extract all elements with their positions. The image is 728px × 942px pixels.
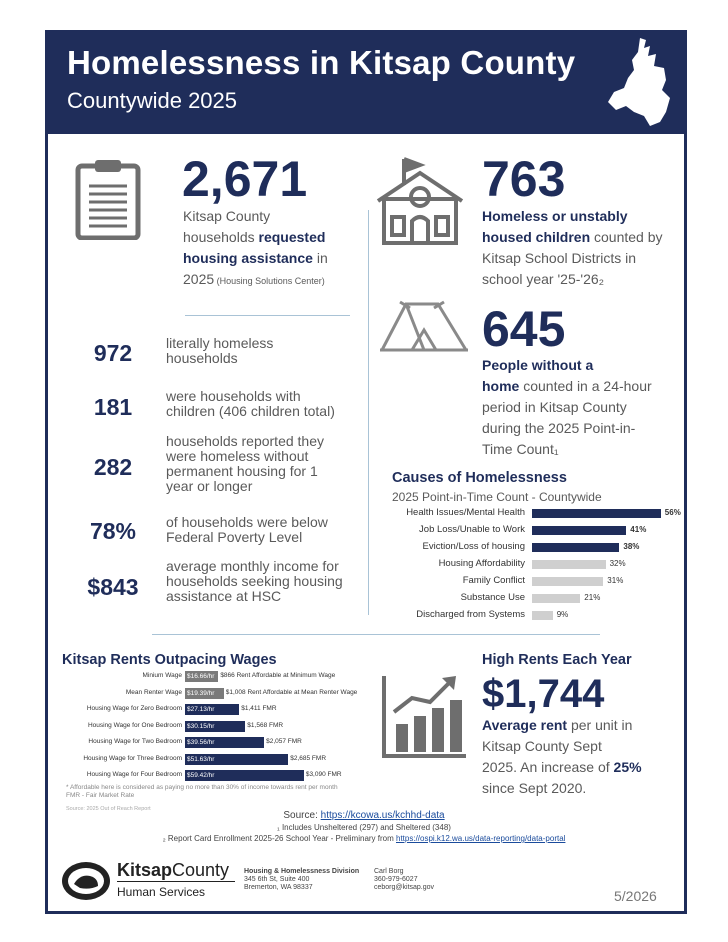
stat-number: 181 — [93, 394, 133, 420]
vertical-divider — [368, 210, 369, 615]
cause-value-label: 31% — [607, 576, 624, 585]
cause-value-label: 38% — [623, 542, 640, 551]
tent-icon — [378, 300, 470, 354]
causes-title: Causes of Homelessness — [392, 470, 567, 486]
high-rents-title: High Rents Each Year — [482, 652, 632, 668]
source-line: Source: https://kcowa.us/kchhd-data — [283, 810, 445, 821]
rent-row — [62, 736, 402, 750]
stat-text: of households were below Federal Poverty Level — [166, 514, 328, 545]
pit-description: People without a home counted in a 24-hour period in Kitsap County during the 2025 Point-in- Time Count₁ — [482, 357, 652, 457]
cause-row — [392, 506, 682, 521]
cause-row — [392, 523, 682, 538]
cause-bar — [532, 509, 661, 518]
cause-bar — [532, 543, 619, 552]
rent-bar: $51.63/hr — [185, 754, 288, 765]
rent-annotation: $1,008 Rent Affordable at Mean Renter Wage — [225, 688, 358, 696]
rent-bar: $39.56/hr — [185, 737, 264, 748]
rent-label: Housing Wage for Zero Bedroom — [86, 705, 182, 712]
cause-row — [392, 591, 682, 606]
rent-bar: $59.42/hr — [185, 770, 304, 781]
divider — [152, 634, 600, 635]
cause-label: Health Issues/Mental Health — [406, 507, 525, 518]
contact-info: Carl Borg 360-979-6027 ceborg@kitsap.gov — [374, 868, 435, 891]
rent-label: Housing Wage for Two Bedroom — [88, 738, 182, 745]
households-number: 2,671 — [182, 151, 308, 207]
children-description: Homeless or unstably housed children counted by Kitsap School Districts in school year '25-'26₂ — [482, 208, 663, 287]
stat-text: average monthly income for households seeking housing assistance at HSC — [166, 558, 343, 604]
cause-bar — [532, 526, 626, 535]
stat-number: $843 — [87, 574, 139, 600]
cause-label: Eviction/Loss of housing — [422, 541, 525, 552]
avg-rent-amount: $1,744 — [482, 672, 605, 716]
rents-source: Source: 2025 Out of Reach Report — [66, 806, 151, 812]
cause-bar — [532, 560, 606, 569]
school-icon — [374, 155, 466, 247]
rents-title: Kitsap Rents Outpacing Wages — [62, 652, 277, 668]
cause-row — [392, 540, 682, 555]
rent-label: Housing Wage for Three Bedroom — [83, 754, 182, 762]
publish-date: 5/2026 — [614, 888, 657, 904]
rent-annotation: $866 Rent Affordable at Minimum Wage — [220, 672, 336, 679]
cause-value-label: 32% — [609, 559, 626, 568]
rent-row — [62, 687, 402, 701]
clipboard-icon — [75, 158, 141, 240]
org-name: KitsapCounty — [117, 860, 230, 880]
rent-row — [62, 753, 402, 767]
stat-number: 972 — [93, 340, 133, 366]
rent-row — [62, 670, 402, 684]
stat-text: were households with children (406 children total) — [166, 388, 335, 419]
rent-label: Housing Wage for Four Bedroom — [86, 771, 182, 778]
cause-label: Discharged from Systems — [416, 609, 525, 620]
cause-bar — [532, 611, 553, 620]
children-number: 763 — [482, 151, 566, 207]
cause-row — [392, 574, 682, 589]
cause-label: Family Conflict — [462, 575, 525, 586]
stat-text: households reported they were homeless without permanent housing for 1 year or longer — [166, 433, 324, 494]
rent-annotation: $1,568 FMR — [247, 721, 284, 729]
rent-label: Mean Renter Wage — [125, 688, 182, 696]
cause-value-label: 41% — [630, 525, 647, 534]
divider — [185, 315, 350, 316]
rent-bar: $30.15/hr — [185, 721, 245, 732]
rent-row — [62, 703, 402, 717]
rent-annotation: $2,685 FMR — [290, 754, 327, 762]
cause-value-label: 9% — [556, 610, 569, 619]
rent-row — [62, 720, 402, 734]
cause-label: Housing Affordability — [438, 558, 525, 569]
org-subtitle: Human Services — [117, 885, 206, 899]
county-seal-logo — [60, 860, 112, 902]
rent-annotation: $3,090 FMR — [305, 771, 342, 778]
cause-value-label: 21% — [584, 593, 601, 602]
rent-bar: $27.13/hr — [185, 704, 239, 715]
page-title: Homelessness in Kitsap County — [67, 44, 576, 81]
rising-bar-chart-icon — [380, 672, 470, 760]
cause-label: Substance Use — [460, 592, 525, 603]
rent-label: Minium Wage — [142, 672, 182, 679]
rent-bar: $19.39/hr — [185, 688, 224, 699]
pit-number: 645 — [482, 301, 566, 357]
rent-annotation: $1,411 FMR — [241, 705, 277, 712]
division-address: Housing & Homelessness Division 345 6th St, Suite 400 Bremerton, WA 98337 — [244, 868, 360, 891]
stat-number: 282 — [93, 454, 133, 480]
cause-label: Job Loss/Unable to Work — [419, 524, 525, 535]
rent-annotation: $2,057 FMR — [266, 738, 302, 745]
causes-subtitle: 2025 Point-in-Time Count - Countywide — [392, 490, 602, 504]
households-description: Kitsap County households requested housing assistance in 2025 (Housing Solutions Center) — [183, 208, 328, 287]
ospi-link[interactable]: https://ospi.k12.wa.us/data-reporting/data-portal — [396, 834, 566, 843]
kitsap-map-icon — [604, 36, 676, 128]
stat-text: literally homeless households — [166, 335, 274, 366]
rents-footnote: * Affordable here is considered as paying no more than 30% of income towards rent per month FMR - Fair Market Rate — [66, 784, 338, 799]
cause-row — [392, 608, 682, 623]
cause-value-label: 56% — [664, 508, 681, 517]
cause-bar — [532, 577, 603, 586]
avg-rent-description: Average rent per unit in Kitsap County Sept 2025. An increase of 25% since Sept 2020. — [482, 717, 642, 796]
footnote-1: ₁ Includes Unsheltered (297) and Sheltered (348) — [277, 823, 451, 832]
rent-label: Housing Wage for One Bedroom — [87, 721, 182, 729]
footnote-2: ₂ Report Card Enrollment 2025-26 School Year - Preliminary from https://ospi.k12.wa.us/data-reporting/data-portal — [162, 834, 566, 843]
page-subtitle: Countywide 2025 — [67, 88, 238, 113]
org-divider — [117, 881, 235, 882]
source-link[interactable]: https://kcowa.us/kchhd-data — [320, 810, 445, 821]
stat-number: 78% — [89, 518, 137, 544]
rent-bar: $16.66/hr — [185, 671, 218, 682]
cause-bar — [532, 594, 580, 603]
cause-row — [392, 557, 682, 572]
rent-row — [62, 769, 402, 783]
